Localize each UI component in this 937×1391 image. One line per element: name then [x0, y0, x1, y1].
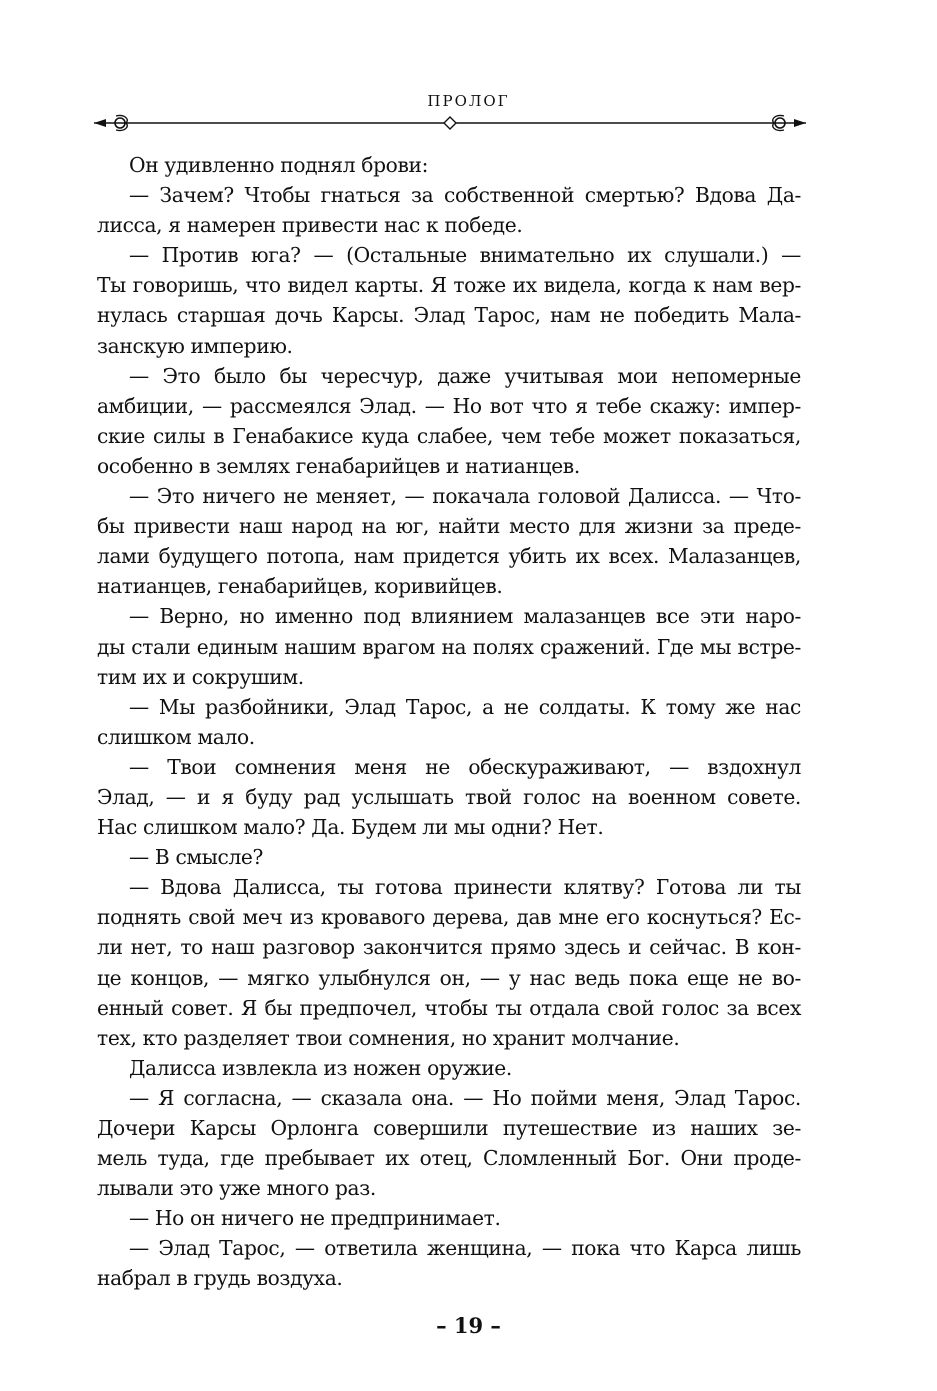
text-line: Ты говоришь, что видел карты. Я тоже их видела, когда к нам вер-	[97, 273, 801, 298]
text-line: Элад, — и я буду рад услышать твой голос на военном совете.	[97, 784, 801, 809]
text-line: — Вдова Далисса, ты готова принести клятву? Готова ли ты	[129, 875, 801, 900]
text-line: мель туда, где пребывает их отец, Сломленный Бог. Они проде-	[97, 1146, 801, 1171]
text-line: нулась старшая дочь Карсы. Элад Тарос, нам не победить Мала-	[97, 303, 801, 328]
text-line: бы привести наш народ на юг, найти место для жизни за преде-	[97, 514, 801, 539]
text-line: ды стали единым нашим врагом на полях сражений. Где мы встре-	[97, 634, 801, 659]
text-line: — Против юга? — (Остальные внимательно их слушали.) —	[129, 243, 801, 268]
text-line: — Зачем? Чтобы гнаться за собственной смертью? Вдова Да-	[129, 183, 801, 208]
text-line: поднять свой меч из кровавого дерева, дав мне его коснуться? Ес-	[97, 905, 801, 930]
page-number: – 19 –	[436, 1313, 501, 1338]
text-line: ские силы в Генабакисе куда слабее, чем тебе может показаться,	[97, 423, 801, 448]
text-line: — В смысле?	[129, 845, 263, 870]
text-line: — Элад Тарос, — ответила женщина, — пока что Карса лишь	[129, 1236, 801, 1261]
text-line: лывали это уже много раз.	[97, 1176, 376, 1201]
text-line: — Мы разбойники, Элад Тарос, а не солдаты. К тому же нас	[129, 694, 801, 719]
text-line: тим их и сокрушим.	[97, 664, 304, 689]
text-line: особенно в землях генабарийцев и натианцев.	[97, 453, 580, 478]
running-title: ПРОЛОГ	[427, 92, 510, 110]
text-line: — Но он ничего не предпринимает.	[129, 1206, 501, 1231]
text-line: ли нет, то наш разговор закончится прямо здесь и сейчас. В кон-	[97, 935, 801, 960]
text-line: — Я согласна, — сказала она. — Но пойми меня, Элад Тарос.	[129, 1085, 801, 1110]
text-line: це концов, — мягко улыбнулся он, — у нас ведь пока еще не во-	[97, 965, 801, 990]
text-line: слишком мало.	[97, 724, 255, 749]
text-line: натианцев, генабарийцев, коривийцев.	[97, 574, 503, 599]
text-line: енный совет. Я бы предпочел, чтобы ты отдала свой голос за всех	[97, 995, 801, 1020]
text-line: Нас слишком мало? Да. Будем ли мы одни? Нет.	[97, 815, 604, 840]
body-text	[97, 150, 801, 1294]
text-line: лами будущего потопа, нам придется убить их всех. Малазанцев,	[97, 544, 801, 569]
text-line: амбиции, — рассмеялся Элад. — Но вот что я тебе скажу: импер-	[97, 393, 801, 418]
text-line: Он удивленно поднял брови:	[129, 153, 429, 177]
text-line: Далисса извлекла из ножен оружие.	[129, 1055, 512, 1080]
header-ornament-rule	[90, 111, 810, 135]
text-line: лисса, я намерен привести нас к победе.	[97, 213, 523, 238]
text-line: — Твои сомнения меня не обескураживают, — вздохнул	[129, 754, 801, 779]
text-line: — Это ничего не меняет, — покачала головой Далисса. — Что-	[129, 484, 801, 509]
text-line: — Верно, но именно под влиянием малазанцев все эти наро-	[129, 604, 801, 629]
text-line: тех, кто разделяет твои сомнения, но хранит молчание.	[97, 1025, 680, 1050]
text-line: набрал в грудь воздуха.	[97, 1266, 343, 1291]
text-line: Дочери Карсы Орлонга совершили путешествие из наших зе-	[97, 1116, 801, 1140]
text-line: занскую империю.	[97, 333, 293, 358]
text-line: — Это было бы чересчур, даже учитывая мои непомерные	[129, 363, 801, 388]
